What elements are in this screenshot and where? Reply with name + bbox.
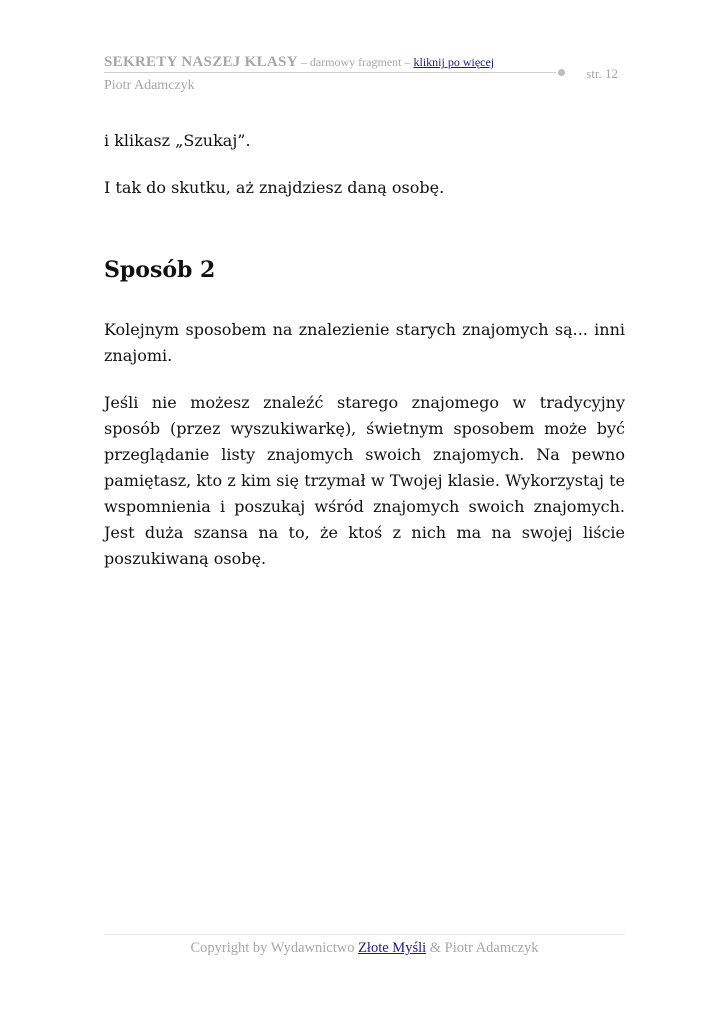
- footer-rule: [104, 934, 625, 935]
- header-rule: [104, 72, 556, 73]
- paragraph: i klikasz „Szukaj”.: [104, 131, 251, 150]
- paragraph: Kolejnym sposobem na znalezienie starych znajomych są... inni znajomi.: [104, 320, 625, 365]
- page-content: [104, 128, 625, 572]
- page-header: [104, 52, 628, 93]
- header-separator: –: [401, 55, 414, 69]
- page-footer: [104, 940, 625, 957]
- page-number: str. 12: [586, 66, 618, 81]
- copyright-author: & Piotr Adamczyk: [426, 940, 539, 956]
- copyright-text: Copyright by Wydawnictwo: [190, 940, 359, 956]
- bullet-icon: [558, 69, 565, 76]
- publisher-link[interactable]: Złote Myśli: [358, 940, 427, 956]
- book-title: SEKRETY NASZEJ KLASY: [104, 54, 298, 70]
- header-author: Piotr Adamczyk: [104, 78, 195, 93]
- header-title-line: [104, 52, 628, 71]
- more-link[interactable]: kliknij po więcej: [413, 55, 495, 69]
- paragraph: Jeśli nie możesz znaleźć starego znajomego w tradycyjny sposób (przez wyszukiwarkę), świetnym sposobem może być przeglądanie listy znajomych swoich znajomych. Na pewno pamiętasz, kto z kim się trzymał w Twojej klasie. Wykorzystaj te wspomnienia i poszukaj wśród znajomych swoich znajomych. Jest duża szansa na to, że ktoś z nich ma na swojej liście poszukiwaną osobę.: [104, 393, 625, 568]
- fragment-label: darmowy fragment: [309, 55, 402, 69]
- header-separator: –: [297, 55, 310, 69]
- section-heading: Sposób 2: [104, 257, 216, 283]
- paragraph: I tak do skutku, aż znajdziesz daną osobę.: [104, 178, 445, 197]
